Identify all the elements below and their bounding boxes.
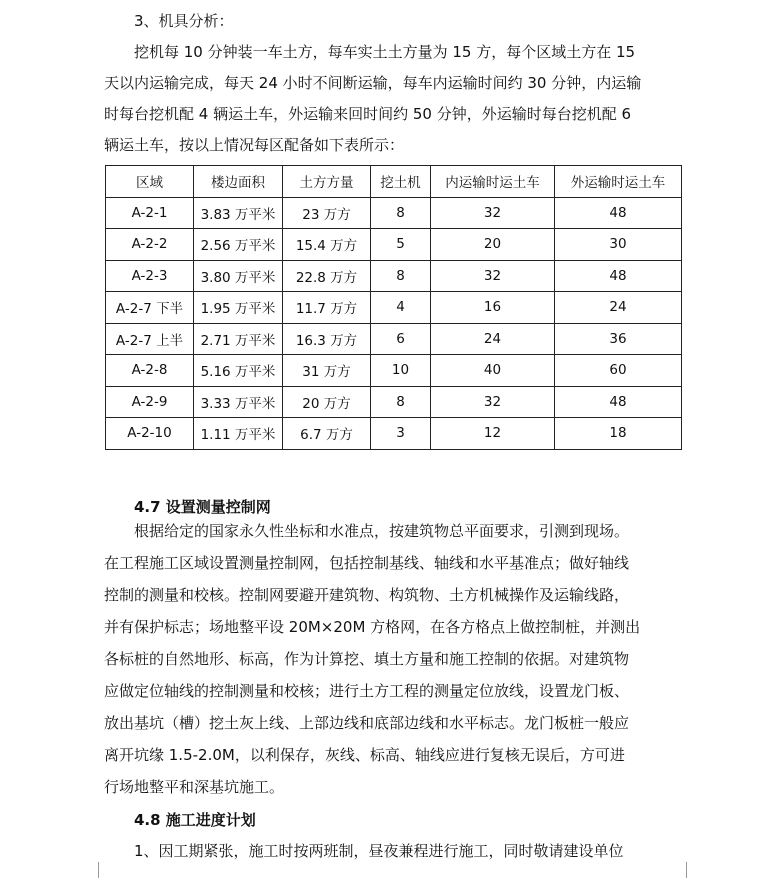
- heading-4-7: 4.7 设置测量控制网: [134, 498, 271, 516]
- para-4-7-line-1: 根据给定的国家永久性坐标和水准点，按建筑物总平面要求，引测到现场。: [134, 522, 630, 540]
- table-cell: A-2-3: [106, 260, 194, 292]
- table-cell: 11.7 万方: [283, 292, 371, 324]
- para-4-7-line-6: 应做定位轴线的控制测量和校核；进行土方工程的测量定位放线，设置龙门板、: [104, 682, 630, 700]
- table-cell: 48: [555, 260, 682, 292]
- header-cell: 内运输时运土车: [431, 166, 555, 198]
- table-cell: 5: [371, 229, 431, 261]
- table-cell: A-2-9: [106, 386, 194, 418]
- table-row: [106, 229, 682, 261]
- heading-4-8: 4.8 施工进度计划: [134, 811, 256, 829]
- table-cell: A-2-8: [106, 355, 194, 387]
- table-cell: A-2-7 下半: [106, 292, 194, 324]
- header-cell: 挖土机: [371, 166, 431, 198]
- header-cell: 土方方量: [283, 166, 371, 198]
- para-4-7-line-7: 放出基坑（槽）挖土灰上线、上部边线和底部边线和水平标志。龙门板桩一般应: [104, 714, 630, 732]
- table-header-row: [106, 166, 682, 198]
- table-cell: 24: [431, 323, 555, 355]
- table-cell: 32: [431, 386, 555, 418]
- table-cell: 20: [431, 229, 555, 261]
- table-cell: 2.71 万平米: [194, 323, 283, 355]
- margin-corner-mark: [98, 862, 99, 878]
- para-4-7-line-2: 在工程施工区域设置测量控制网，包括控制基线、轴线和水平基准点；做好轴线: [104, 554, 630, 572]
- para-4-7-line-9: 行场地整平和深基坑施工。: [104, 778, 285, 796]
- table-cell: 48: [555, 197, 682, 229]
- margin-corner-mark: [686, 862, 687, 878]
- table-cell: 3.33 万平米: [194, 386, 283, 418]
- table-cell: 3: [371, 418, 431, 450]
- equipment-table: [105, 165, 682, 450]
- para-4-7-line-4: 并有保护标志；场地整平设 20M×20M 方格网，在各方格点上做控制桩，并测出: [104, 618, 641, 636]
- table-cell: 8: [371, 197, 431, 229]
- table-row: [106, 260, 682, 292]
- para-4-7-line-8: 离开坑缘 1.5-2.0M，以利保存，灰线、标高、轴线应进行复核无误后，方可进: [104, 746, 625, 764]
- table-cell: 8: [371, 386, 431, 418]
- table-cell: 30: [555, 229, 682, 261]
- table-cell: 3.83 万平米: [194, 197, 283, 229]
- table-cell: 4: [371, 292, 431, 324]
- table-cell: 40: [431, 355, 555, 387]
- table-row: [106, 418, 682, 450]
- table-cell: 2.56 万平米: [194, 229, 283, 261]
- table-cell: 16: [431, 292, 555, 324]
- table-cell: 36: [555, 323, 682, 355]
- table-cell: 24: [555, 292, 682, 324]
- table-cell: 31 万方: [283, 355, 371, 387]
- table-row: [106, 355, 682, 387]
- table-cell: 22.8 万方: [283, 260, 371, 292]
- table-cell: 20 万方: [283, 386, 371, 418]
- header-cell: 外运输时运土车: [555, 166, 682, 198]
- table-cell: 32: [431, 197, 555, 229]
- table-row: [106, 197, 682, 229]
- header-cell: 楼边面积: [194, 166, 283, 198]
- table-cell: 6: [371, 323, 431, 355]
- table-row: [106, 323, 682, 355]
- table-row: [106, 386, 682, 418]
- table-cell: 16.3 万方: [283, 323, 371, 355]
- table-cell: 6.7 万方: [283, 418, 371, 450]
- table-cell: 10: [371, 355, 431, 387]
- section-title: 3、机具分析：: [134, 12, 234, 30]
- table-cell: A-2-2: [106, 229, 194, 261]
- header-cell: 区域: [106, 166, 194, 198]
- intro-line-3: 时每台挖机配 4 辆运土车，外运输来回时间约 50 分钟，外运输时每台挖机配 6: [104, 105, 632, 123]
- intro-line-1: 挖机每 10 分钟装一车土方，每车实土土方量为 15 方，每个区域土方在 15: [134, 43, 636, 61]
- table-cell: 48: [555, 386, 682, 418]
- para-4-7-line-3: 控制的测量和校核。控制网要避开建筑物、构筑物、土方机械操作及运输线路，: [104, 586, 630, 604]
- table-cell: A-2-7 上半: [106, 323, 194, 355]
- table-cell: 8: [371, 260, 431, 292]
- table-cell: 1.11 万平米: [194, 418, 283, 450]
- para-4-8-line-1: 1、因工期紧张，施工时按两班制，昼夜兼程进行施工，同时敬请建设单位: [134, 842, 624, 860]
- table-cell: 32: [431, 260, 555, 292]
- table-cell: 23 万方: [283, 197, 371, 229]
- table-cell: 1.95 万平米: [194, 292, 283, 324]
- table-cell: 60: [555, 355, 682, 387]
- table-cell: 15.4 万方: [283, 229, 371, 261]
- table-cell: 5.16 万平米: [194, 355, 283, 387]
- table-cell: A-2-10: [106, 418, 194, 450]
- table-cell: A-2-1: [106, 197, 194, 229]
- table-row: [106, 292, 682, 324]
- para-4-7-line-5: 各标桩的自然地形、标高，作为计算挖、填土方量和施工控制的依据。对建筑物: [104, 650, 630, 668]
- table-cell: 3.80 万平米: [194, 260, 283, 292]
- intro-line-2: 天以内运输完成，每天 24 小时不间断运输，每车内运输时间约 30 分钟，内运输: [104, 74, 642, 92]
- intro-line-4: 辆运土车，按以上情况每区配备如下表所示：: [104, 136, 405, 154]
- table-cell: 12: [431, 418, 555, 450]
- table-cell: 18: [555, 418, 682, 450]
